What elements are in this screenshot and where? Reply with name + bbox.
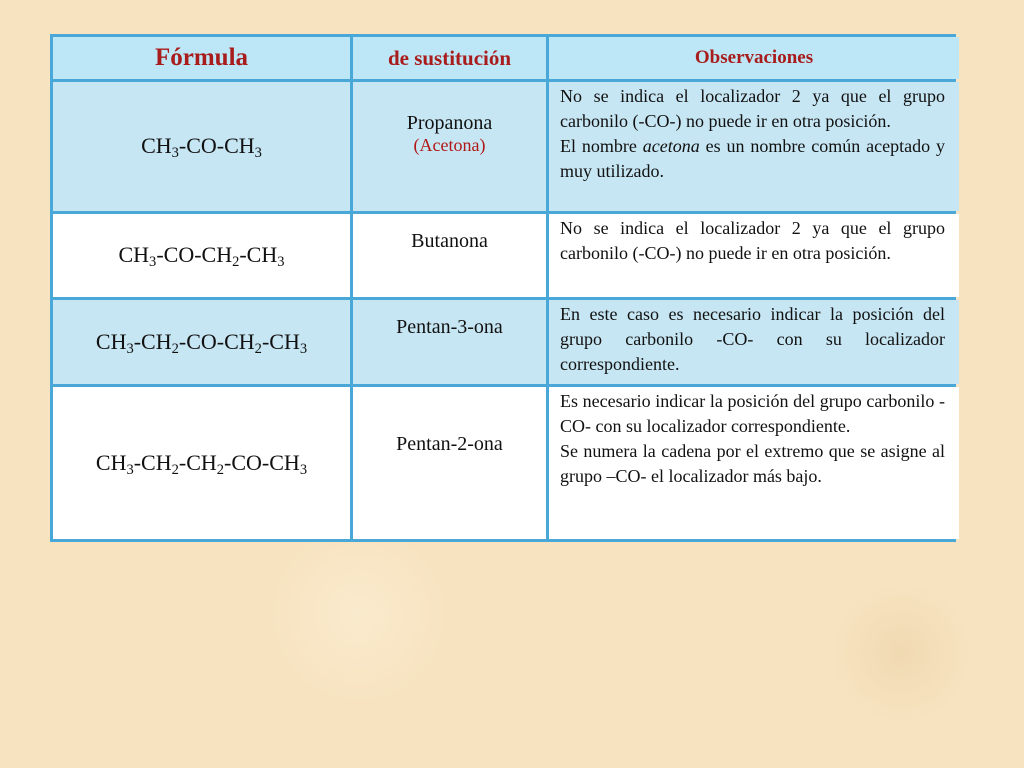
observations-cell (549, 82, 959, 211)
formula-subscript: 3 (254, 145, 262, 162)
table-row (53, 300, 959, 384)
table-row (53, 387, 959, 539)
observations-cell (549, 214, 959, 297)
formula-subscript: 3 (149, 254, 157, 271)
observation-text: En este caso es necesario indicar la posición del grupo carbonilo -CO- con su localizador correspondiente. (560, 304, 945, 375)
formula-subscript: 3 (299, 462, 308, 479)
formula: $CH_3-CO-CH_3$ (141, 133, 262, 162)
formula-subscript: 3 (126, 341, 134, 358)
observations-cell (549, 387, 959, 539)
table-row (53, 214, 959, 297)
name-cell (353, 300, 546, 384)
observation-text: Es necesario indicar la posición del grupo carbonilo -CO- con su localizador correspondiente. (560, 391, 945, 437)
formula-subscript: 2 (171, 462, 179, 479)
compound-name: Pentan-3-ona (396, 316, 503, 339)
header-observations: Observaciones (549, 37, 959, 79)
observations-cell (549, 300, 959, 384)
observation-text: Se numera la cadena por el extremo que se asigne al grupo –CO- el localizador más bajo. (560, 441, 945, 487)
formula-subscript: 2 (216, 462, 225, 479)
formula-cell (53, 214, 350, 297)
formula: $CH_3-CH_2-CH_2-CO-CH_3$ (95, 450, 308, 479)
formula-subscript: 3 (299, 341, 308, 358)
name-cell (353, 387, 546, 539)
formula-cell (53, 300, 350, 384)
emphasized-term: acetona (642, 136, 700, 157)
formula: $CH_3-CO-CH_2-CH_3$ (118, 242, 285, 271)
compound-name: Pentan-2-ona (396, 433, 503, 456)
observation-text: No se indica el localizador 2 ya que el grupo carbonilo (-CO-) no puede ir en otra posición. (560, 86, 945, 132)
formula: $CH_3-CH_2-CO-CH_2-CH_3$ (95, 329, 308, 358)
formula-subscript: 2 (232, 254, 240, 271)
formula-subscript: 3 (171, 145, 179, 162)
formula-subscript: 2 (171, 341, 179, 358)
formula-cell (53, 82, 350, 211)
nomenclature-table (50, 34, 962, 542)
name-cell (353, 82, 546, 211)
compound-name: Butanona (411, 229, 488, 252)
formula-cell (53, 387, 350, 539)
name-cell (353, 214, 546, 297)
formula-subscript: 3 (126, 462, 134, 479)
ketone-nomenclature-table (50, 34, 956, 542)
header-substitution-name: de sustitución (353, 37, 546, 79)
observation-text: El nombre acetona es un nombre común aceptado y muy utilizado. (560, 136, 945, 182)
observation-text: No se indica el localizador 2 ya que el grupo carbonilo (-CO-) no puede ir en otra posición. (560, 217, 945, 263)
formula-subscript: 3 (277, 254, 285, 271)
table-row (53, 82, 959, 211)
common-name: (Acetona) (413, 135, 486, 156)
header-formula: Fórmula (53, 37, 350, 79)
compound-name: Propanona (406, 112, 493, 135)
formula-subscript: 2 (254, 341, 262, 358)
header-row (53, 37, 959, 79)
